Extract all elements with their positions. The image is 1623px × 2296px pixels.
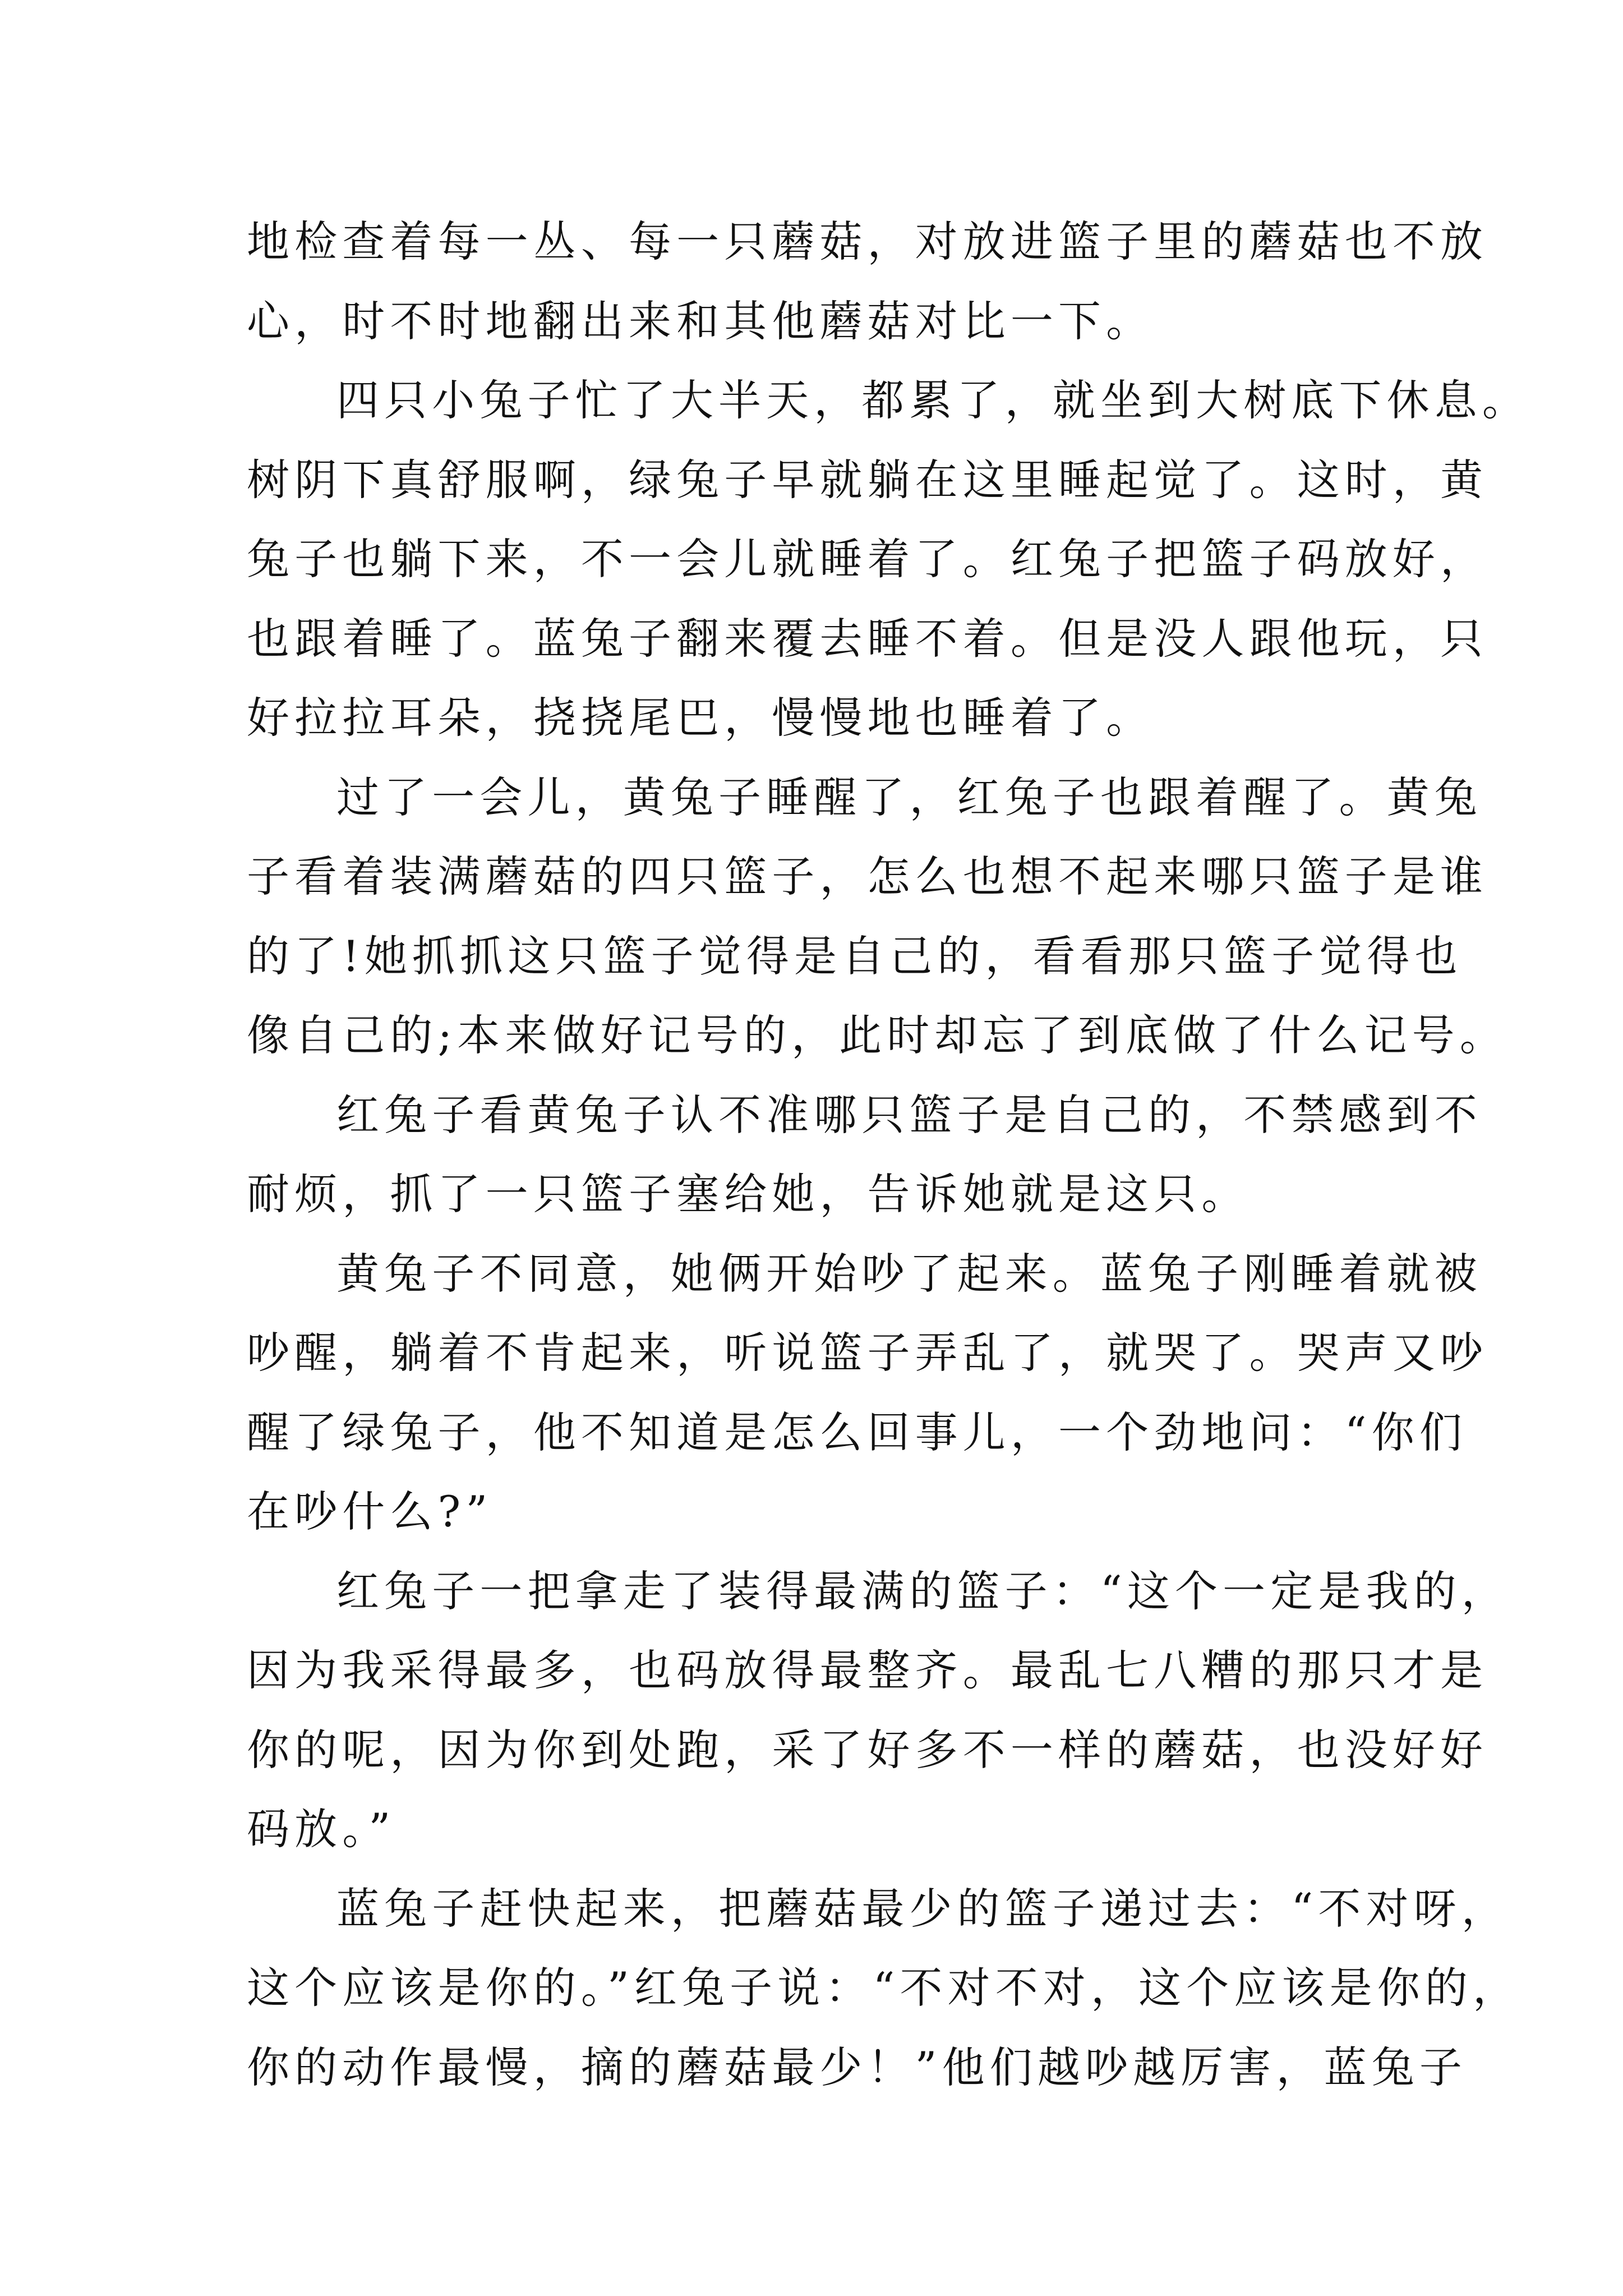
text-line: 的了!她抓抓这只篮子觉得是自己的，看看那只篮子觉得也 (247, 931, 1463, 981)
text-line: 因为我采得最多，也码放得最整齐。最乱七八糟的那只才是 (247, 1645, 1488, 1695)
text-line: 像自己的;本来做好记号的，此时却忘了到底做了什么记号。 (247, 1010, 1507, 1060)
story-text (247, 202, 1530, 2107)
text-line: 这个应该是你的。”红兔子说：“不对不对，这个应该是你的， (247, 1963, 1521, 2013)
text-line: 子看着装满蘑菇的四只篮子，怎么也想不起来哪只篮子是谁 (247, 852, 1488, 901)
paragraph-1 (247, 202, 1488, 361)
text-line: 好拉拉耳朵，挠挠尾巴，慢慢地也睡着了。 (247, 693, 1154, 743)
text-line: 红兔子一把拿走了装得最满的篮子：“这个一定是我的， (336, 1566, 1509, 1616)
paragraph-6 (247, 1552, 1509, 1869)
text-line: 心，时不时地翻出来和其他蘑菇对比一下。 (247, 296, 1154, 346)
text-line: 蓝兔子赶快起来，把蘑菇最少的篮子递过去：“不对呀， (336, 1883, 1509, 1934)
paragraph-2 (247, 361, 1530, 758)
text-line: 也跟着睡了。蓝兔子翻来覆去睡不着。但是没人跟他玩，只 (247, 613, 1488, 664)
text-line: 黄兔子不同意，她俩开始吵了起来。蓝兔子刚睡着就被 (336, 1248, 1482, 1299)
text-line: 醒了绿兔子，他不知道是怎么回事儿，一个劲地问：“你们 (247, 1407, 1467, 1457)
text-line: 树阴下真舒服啊，绿兔子早就躺在这里睡起觉了。这时，黄 (247, 454, 1488, 505)
text-line: 你的动作最慢，摘的蘑菇最少！”他们越吵越厉害，蓝兔子 (247, 2042, 1467, 2092)
text-line: 耐烦，抓了一只篮子塞给她，告诉她就是这只。 (247, 1169, 1249, 1219)
paragraph-3 (247, 758, 1507, 1075)
text-line: 吵醒，躺着不肯起来，听说篮子弄乱了，就哭了。哭声又吵 (247, 1328, 1488, 1378)
paragraph-5 (247, 1234, 1488, 1552)
text-line: 在吵什么?” (247, 1487, 493, 1536)
text-line: 过了一会儿，黄兔子睡醒了，红兔子也跟着醒了。黄兔 (336, 772, 1482, 822)
text-line: 四只小兔子忙了大半天，都累了，就坐到大树底下休息。 (336, 375, 1530, 425)
text-line: 地检查着每一丛、每一只蘑菇，对放进篮子里的蘑菇也不放 (247, 217, 1488, 266)
text-line: 码放。” (247, 1804, 396, 1854)
text-line: 红兔子看黄兔子认不准哪只篮子是自己的，不禁感到不 (336, 1089, 1482, 1140)
paragraph-7 (247, 1869, 1521, 2108)
text-line: 你的呢，因为你到处跑，采了好多不一样的蘑菇，也没好好 (247, 1724, 1488, 1775)
text-line: 兔子也躺下来，不一会儿就睡着了。红兔子把篮子码放好， (247, 534, 1488, 584)
paragraph-4 (247, 1075, 1482, 1234)
